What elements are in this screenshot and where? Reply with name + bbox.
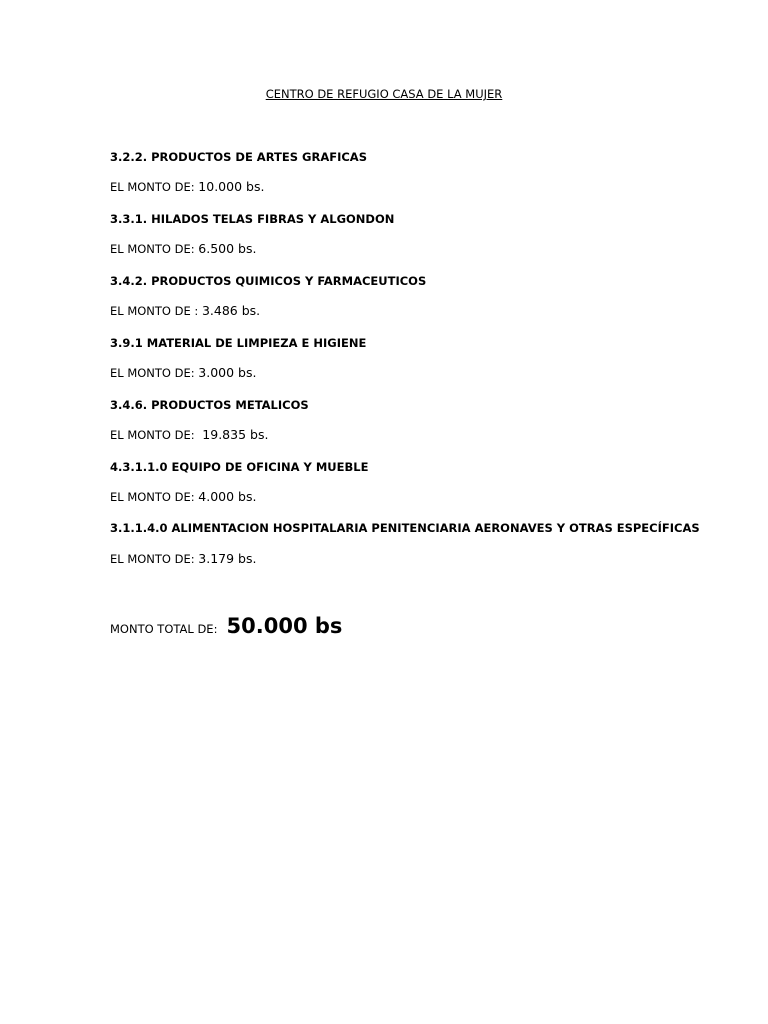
item-heading-material-limpieza: 3.9.1 MATERIAL DE LIMPIEZA E HIGIENE <box>110 336 367 350</box>
item-amount-productos-metalicos <box>110 427 268 442</box>
amount-value: 3.486 bs. <box>201 303 261 318</box>
amount-label: EL MONTO DE: <box>110 180 195 194</box>
item-heading-equipo-oficina: 4.3.1.1.0 EQUIPO DE OFICINA Y MUEBLE <box>110 460 369 474</box>
amount-label: EL MONTO DE : <box>110 304 199 318</box>
amount-value: 4.000 bs. <box>198 489 257 504</box>
amount-value: 10.000 bs. <box>198 179 265 194</box>
item-amount-productos-quimicos <box>110 303 260 318</box>
total-label: MONTO TOTAL DE: <box>110 622 218 636</box>
amount-label: EL MONTO DE: <box>110 552 195 566</box>
item-amount-material-limpieza <box>110 365 256 380</box>
amount-value: 19.835 bs. <box>202 427 269 442</box>
amount-label: EL MONTO DE: <box>110 490 195 504</box>
amount-label: EL MONTO DE: <box>110 428 195 442</box>
item-heading-productos-quimicos: 3.4.2. PRODUCTOS QUIMICOS Y FARMACEUTICOS <box>110 274 427 288</box>
total-value: 50.000 bs <box>226 614 343 638</box>
item-heading-artes-graficas: 3.2.2. PRODUCTOS DE ARTES GRAFICAS <box>110 150 367 164</box>
amount-value: 6.500 bs. <box>198 241 257 256</box>
document-title: CENTRO DE REFUGIO CASA DE LA MUJER <box>265 87 503 101</box>
item-heading-hilados-telas: 3.3.1. HILADOS TELAS FIBRAS Y ALGONDON <box>110 212 395 226</box>
item-amount-hilados-telas <box>110 241 256 256</box>
amount-label: EL MONTO DE: <box>110 366 195 380</box>
item-amount-alimentacion <box>110 551 256 566</box>
amount-value: 3.000 bs. <box>198 365 257 380</box>
item-heading-alimentacion: 3.1.1.4.0 ALIMENTACION HOSPITALARIA PENITENCIARIA AERONAVES Y OTRAS ESPECÍFICAS <box>110 521 700 535</box>
item-amount-artes-graficas <box>110 179 264 194</box>
total-row <box>110 614 342 638</box>
item-heading-productos-metalicos: 3.4.6. PRODUCTOS METALICOS <box>110 398 309 412</box>
amount-value: 3.179 bs. <box>198 551 257 566</box>
amount-label: EL MONTO DE: <box>110 242 195 256</box>
item-amount-equipo-oficina <box>110 489 256 504</box>
